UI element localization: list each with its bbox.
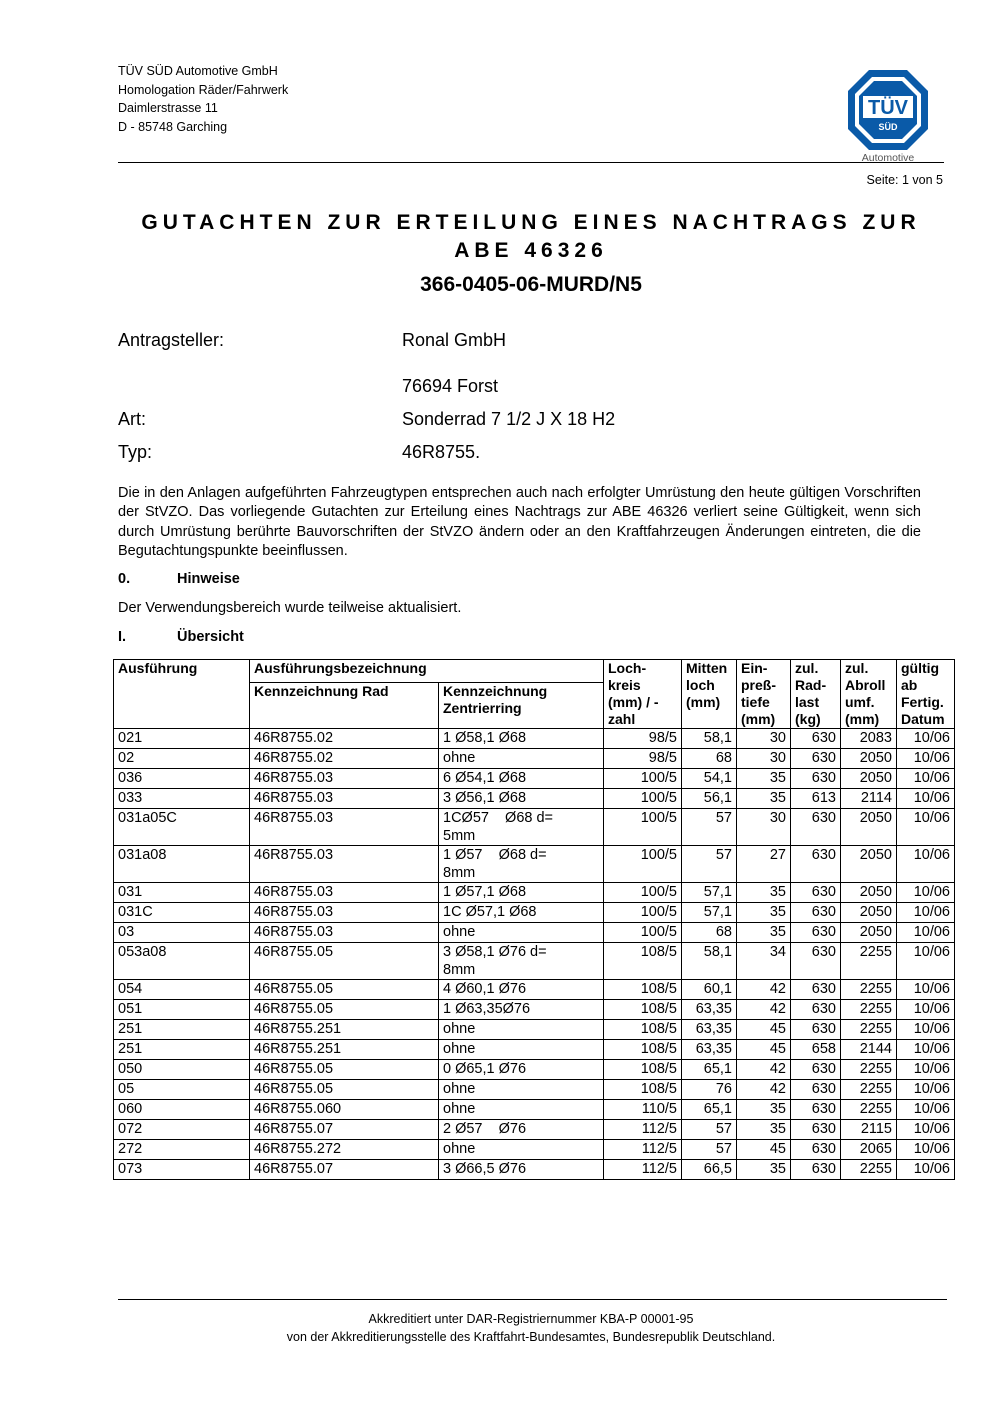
cell-mittenloch: 57,1 [682,883,737,903]
cell-ausfuehrung: 031a05C [114,809,250,846]
section-number: 0. [118,571,131,587]
cell-abrollumfang: 2255 [841,1020,897,1040]
table-row [114,1160,955,1180]
cell-abrollumfang: 2255 [841,1100,897,1120]
cell-kennzeichnung-zentrierring: ohne [439,1100,604,1120]
cell-abrollumfang: 2255 [841,1060,897,1080]
col-header-einpresstiefe: Ein-preß-tiefe (mm) [737,660,791,729]
cell-mittenloch: 68 [682,923,737,943]
cell-kennzeichnung-zentrierring: ohne [439,749,604,769]
cell-abrollumfang: 2050 [841,883,897,903]
cell-gueltig-ab: 10/06 [897,1160,955,1180]
cell-kennzeichnung-rad: 46R8755.02 [250,729,439,749]
cell-ausfuehrung: 05 [114,1080,250,1100]
cell-gueltig-ab: 10/06 [897,1140,955,1160]
cell-radlast: 630 [791,903,841,923]
table-row [114,789,955,809]
footer-line-2: von der Akkreditierungsstelle des Kraftfahrt-Bundesamtes, Bundesrepublik Deutschland. [286,1330,776,1344]
cell-ausfuehrung: 072 [114,1120,250,1140]
col-header-abrollumfang: zul. Abroll umf. (mm) [841,660,897,729]
cell-einpresstiefe: 45 [737,1020,791,1040]
cell-lochkreis: 100/5 [604,923,682,943]
cell-lochkreis: 112/5 [604,1120,682,1140]
cell-radlast: 630 [791,809,841,846]
cell-einpresstiefe: 34 [737,943,791,980]
cell-lochkreis: 100/5 [604,769,682,789]
cell-gueltig-ab: 10/06 [897,980,955,1000]
cell-abrollumfang: 2144 [841,1040,897,1060]
cell-kennzeichnung-rad: 46R8755.03 [250,789,439,809]
section-heading: Übersicht [177,629,244,645]
cell-ausfuehrung: 036 [114,769,250,789]
cell-lochkreis: 110/5 [604,1100,682,1120]
cell-mittenloch: 66,5 [682,1160,737,1180]
cell-gueltig-ab: 10/06 [897,729,955,749]
cell-kennzeichnung-rad: 46R8755.05 [250,1000,439,1020]
cell-einpresstiefe: 30 [737,729,791,749]
table-row [114,1080,955,1100]
cell-einpresstiefe: 45 [737,1040,791,1060]
cell-ausfuehrung: 03 [114,923,250,943]
cell-mittenloch: 65,1 [682,1060,737,1080]
cell-ausfuehrung: 021 [114,729,250,749]
cell-radlast: 630 [791,883,841,903]
cell-kennzeichnung-rad: 46R8755.251 [250,1040,439,1060]
cell-abrollumfang: 2050 [841,923,897,943]
footer-divider [118,1299,947,1300]
cell-kennzeichnung-zentrierring: ohne [439,923,604,943]
cell-gueltig-ab: 10/06 [897,943,955,980]
cell-radlast: 630 [791,1000,841,1020]
cell-kennzeichnung-rad: 46R8755.03 [250,769,439,789]
cell-radlast: 630 [791,1100,841,1120]
cell-lochkreis: 112/5 [604,1140,682,1160]
section-text: Der Verwendungsbereich wurde teilweise aktualisiert. [118,600,462,616]
cell-kennzeichnung-zentrierring: ohne [439,1140,604,1160]
cell-gueltig-ab: 10/06 [897,923,955,943]
kind-value: Sonderrad 7 1/2 J X 18 H2 [402,409,616,429]
cell-abrollumfang: 2114 [841,789,897,809]
col-header-bezeichnung: Ausführungsbezeichnung [250,660,604,683]
table-row [114,1020,955,1040]
cell-radlast: 630 [791,1160,841,1180]
cell-mittenloch: 68 [682,749,737,769]
kind-label: Art: [118,409,147,429]
cell-gueltig-ab: 10/06 [897,1100,955,1120]
cell-kennzeichnung-rad: 46R8755.05 [250,943,439,980]
cell-einpresstiefe: 35 [737,1120,791,1140]
cell-gueltig-ab: 10/06 [897,1120,955,1140]
cell-abrollumfang: 2050 [841,846,897,883]
cell-abrollumfang: 2255 [841,980,897,1000]
cell-mittenloch: 63,35 [682,1000,737,1020]
table-row [114,923,955,943]
cell-einpresstiefe: 42 [737,1080,791,1100]
cell-ausfuehrung: 073 [114,1160,250,1180]
cell-gueltig-ab: 10/06 [897,1080,955,1100]
cell-lochkreis: 112/5 [604,1160,682,1180]
tuv-sud-logo [846,68,930,164]
type-label: Typ: [118,442,153,462]
cell-mittenloch: 60,1 [682,980,737,1000]
cell-kennzeichnung-zentrierring: ohne [439,1020,604,1040]
cell-abrollumfang: 2065 [841,1140,897,1160]
cell-gueltig-ab: 10/06 [897,903,955,923]
cell-radlast: 630 [791,943,841,980]
logo-caption: Automotive [861,152,915,164]
cell-abrollumfang: 2083 [841,729,897,749]
cell-gueltig-ab: 10/06 [897,769,955,789]
cell-kennzeichnung-rad: 46R8755.02 [250,749,439,769]
cell-lochkreis: 108/5 [604,1000,682,1020]
cell-kennzeichnung-rad: 46R8755.03 [250,903,439,923]
cell-mittenloch: 56,1 [682,789,737,809]
cell-kennzeichnung-zentrierring: ohne [439,1080,604,1100]
cell-abrollumfang: 2050 [841,903,897,923]
cell-gueltig-ab: 10/06 [897,789,955,809]
cell-lochkreis: 108/5 [604,980,682,1000]
section-number: I. [118,629,127,645]
cell-kennzeichnung-rad: 46R8755.03 [250,846,439,883]
header-divider [118,162,944,163]
cell-ausfuehrung: 272 [114,1140,250,1160]
cell-ausfuehrung: 031 [114,883,250,903]
cell-abrollumfang: 2255 [841,943,897,980]
address-line: Daimlerstrasse 11 [118,101,218,116]
cell-kennzeichnung-zentrierring: 1CØ57 Ø68 d= 5mm [439,809,604,846]
cell-gueltig-ab: 10/06 [897,1000,955,1020]
col-header-gueltig-ab: gültig ab Fertig. Datum [897,660,955,729]
table-row [114,1060,955,1080]
cell-einpresstiefe: 35 [737,789,791,809]
cell-einpresstiefe: 35 [737,923,791,943]
cell-einpresstiefe: 35 [737,1100,791,1120]
cell-lochkreis: 100/5 [604,883,682,903]
cell-lochkreis: 108/5 [604,943,682,980]
cell-kennzeichnung-rad: 46R8755.03 [250,923,439,943]
cell-ausfuehrung: 051 [114,1000,250,1020]
cell-abrollumfang: 2050 [841,769,897,789]
footer-line-1: Akkreditiert unter DAR-Registriernummer KBA-P 00001-95 [368,1312,694,1326]
cell-einpresstiefe: 27 [737,846,791,883]
cell-kennzeichnung-rad: 46R8755.060 [250,1100,439,1120]
table-row [114,1000,955,1020]
title-line-1: GUTACHTEN ZUR ERTEILUNG EINES NACHTRAGS ZUR [141,211,921,234]
col-header-lochkreis: Loch-kreis (mm) / -zahl [604,660,682,729]
cell-radlast: 613 [791,789,841,809]
cell-gueltig-ab: 10/06 [897,1020,955,1040]
table-row [114,1140,955,1160]
cell-ausfuehrung: 251 [114,1040,250,1060]
cell-radlast: 630 [791,729,841,749]
cell-radlast: 630 [791,923,841,943]
section-heading: Hinweise [177,571,240,587]
cell-kennzeichnung-zentrierring: 1 Ø63,35Ø76 [439,1000,604,1020]
title-line-2: ABE 46326 [454,239,608,262]
cell-ausfuehrung: 060 [114,1100,250,1120]
page-number: Seite: 1 von 5 [866,173,943,187]
cell-kennzeichnung-zentrierring: 0 Ø65,1 Ø76 [439,1060,604,1080]
cell-einpresstiefe: 35 [737,903,791,923]
cell-kennzeichnung-rad: 46R8755.07 [250,1160,439,1180]
cell-kennzeichnung-rad: 46R8755.07 [250,1120,439,1140]
cell-lochkreis: 108/5 [604,1020,682,1040]
cell-abrollumfang: 2050 [841,749,897,769]
col-header-kennzeichnung-zentrierring: Kennzeichnung Zentrierring [439,683,604,729]
table-row [114,883,955,903]
cell-kennzeichnung-zentrierring: 1C Ø57,1 Ø68 [439,903,604,923]
document-title [118,209,944,265]
cell-mittenloch: 57 [682,1140,737,1160]
cell-kennzeichnung-rad: 46R8755.05 [250,1060,439,1080]
cell-einpresstiefe: 45 [737,1140,791,1160]
table-row [114,903,955,923]
cell-einpresstiefe: 35 [737,769,791,789]
cell-gueltig-ab: 10/06 [897,1060,955,1080]
cell-abrollumfang: 2255 [841,1000,897,1020]
cell-einpresstiefe: 30 [737,749,791,769]
applicant-value: Ronal GmbH [402,330,507,350]
cell-ausfuehrung: 054 [114,980,250,1000]
cell-radlast: 630 [791,1080,841,1100]
cell-ausfuehrung: 053a08 [114,943,250,980]
table-row [114,769,955,789]
cell-lochkreis: 100/5 [604,846,682,883]
address-line: Homologation Räder/Fahrwerk [118,82,289,97]
cell-gueltig-ab: 10/06 [897,846,955,883]
cell-lochkreis: 100/5 [604,789,682,809]
cell-einpresstiefe: 35 [737,1160,791,1180]
cell-mittenloch: 57 [682,846,737,883]
intro-paragraph: Die in den Anlagen aufgeführten Fahrzeugtypen entsprechen auch nach erfolgter Umrüstung den heute gültigen Vorschriften der StVZO. Das vorliegende Gutachten zur Erteilung eines Nachtrags zur ABE 46326 verliert seine Gültigkeit, wenn sich durch Umrüstung berührte Bauvorschriften der StVZO ändern oder an den Kraftfahrzeugen Änderungen eintreten, die die Begutachtungspunkte beeinflussen. [118,485,921,559]
cell-radlast: 658 [791,1040,841,1060]
cell-ausfuehrung: 033 [114,789,250,809]
table-row [114,729,955,749]
cell-kennzeichnung-zentrierring: 1 Ø57 Ø68 d= 8mm [439,846,604,883]
cell-gueltig-ab: 10/06 [897,1040,955,1060]
cell-kennzeichnung-rad: 46R8755.272 [250,1140,439,1160]
cell-mittenloch: 54,1 [682,769,737,789]
cell-ausfuehrung: 050 [114,1060,250,1080]
cell-radlast: 630 [791,846,841,883]
cell-kennzeichnung-zentrierring: 4 Ø60,1 Ø76 [439,980,604,1000]
cell-kennzeichnung-zentrierring: 1 Ø58,1 Ø68 [439,729,604,749]
table-row [114,846,955,883]
cell-mittenloch: 58,1 [682,943,737,980]
cell-mittenloch: 57 [682,1120,737,1140]
cell-kennzeichnung-zentrierring: 2 Ø57 Ø76 [439,1120,604,1140]
cell-kennzeichnung-rad: 46R8755.251 [250,1020,439,1040]
cell-gueltig-ab: 10/06 [897,883,955,903]
cell-einpresstiefe: 30 [737,809,791,846]
cell-abrollumfang: 2050 [841,809,897,846]
overview-table [113,659,955,1180]
table-row [114,943,955,980]
cell-einpresstiefe: 42 [737,1060,791,1080]
cell-lochkreis: 108/5 [604,1060,682,1080]
cell-radlast: 630 [791,769,841,789]
cell-kennzeichnung-zentrierring: 3 Ø58,1 Ø76 d= 8mm [439,943,604,980]
col-header-radlast: zul. Rad-last (kg) [791,660,841,729]
cell-kennzeichnung-zentrierring: 3 Ø66,5 Ø76 [439,1160,604,1180]
cell-einpresstiefe: 42 [737,1000,791,1020]
cell-radlast: 630 [791,1060,841,1080]
col-header-ausfuehrung: Ausführung [114,660,250,729]
cell-lochkreis: 100/5 [604,903,682,923]
table-row [114,749,955,769]
cell-einpresstiefe: 35 [737,883,791,903]
cell-abrollumfang: 2255 [841,1160,897,1180]
cell-mittenloch: 76 [682,1080,737,1100]
cell-kennzeichnung-rad: 46R8755.03 [250,883,439,903]
cell-kennzeichnung-zentrierring: 3 Ø56,1 Ø68 [439,789,604,809]
cell-kennzeichnung-rad: 46R8755.03 [250,809,439,846]
address-line: D - 85748 Garching [118,119,228,134]
cell-radlast: 630 [791,749,841,769]
address-line: TÜV SÜD Automotive GmbH [118,64,278,78]
applicant-city: 76694 Forst [402,376,499,396]
cell-mittenloch: 58,1 [682,729,737,749]
cell-radlast: 630 [791,1020,841,1040]
cell-kennzeichnung-zentrierring: 1 Ø57,1 Ø68 [439,883,604,903]
cell-kennzeichnung-zentrierring: 6 Ø54,1 Ø68 [439,769,604,789]
cell-lochkreis: 98/5 [604,729,682,749]
cell-ausfuehrung: 031a08 [114,846,250,883]
footer-accreditation [118,1310,944,1346]
table-row [114,1040,955,1060]
cell-lochkreis: 98/5 [604,749,682,769]
cell-mittenloch: 63,35 [682,1020,737,1040]
table-row [114,1120,955,1140]
applicant-label: Antragsteller: [118,330,225,350]
logo-sub-text: SÜD [878,122,898,132]
logo-main-text: TÜV [868,97,908,119]
cell-ausfuehrung: 251 [114,1020,250,1040]
cell-kennzeichnung-rad: 46R8755.05 [250,1080,439,1100]
cell-lochkreis: 108/5 [604,1080,682,1100]
cell-einpresstiefe: 42 [737,980,791,1000]
cell-gueltig-ab: 10/06 [897,809,955,846]
document-number: 366-0405-06-MURD/N5 [420,273,642,296]
cell-mittenloch: 57 [682,809,737,846]
cell-radlast: 630 [791,1120,841,1140]
table-row [114,980,955,1000]
cell-mittenloch: 57,1 [682,903,737,923]
sender-address [118,62,288,136]
cell-gueltig-ab: 10/06 [897,749,955,769]
type-value: 46R8755. [402,442,481,462]
cell-mittenloch: 63,35 [682,1040,737,1060]
cell-lochkreis: 100/5 [604,809,682,846]
cell-radlast: 630 [791,980,841,1000]
col-header-mittenloch: Mitten loch (mm) [682,660,737,729]
cell-lochkreis: 108/5 [604,1040,682,1060]
cell-kennzeichnung-rad: 46R8755.05 [250,980,439,1000]
cell-abrollumfang: 2255 [841,1080,897,1100]
table-row [114,1100,955,1120]
cell-ausfuehrung: 02 [114,749,250,769]
table-row [114,809,955,846]
col-header-kennzeichnung-rad: Kennzeichnung Rad [250,683,439,729]
cell-mittenloch: 65,1 [682,1100,737,1120]
cell-kennzeichnung-zentrierring: ohne [439,1040,604,1060]
cell-radlast: 630 [791,1140,841,1160]
cell-ausfuehrung: 031C [114,903,250,923]
cell-abrollumfang: 2115 [841,1120,897,1140]
